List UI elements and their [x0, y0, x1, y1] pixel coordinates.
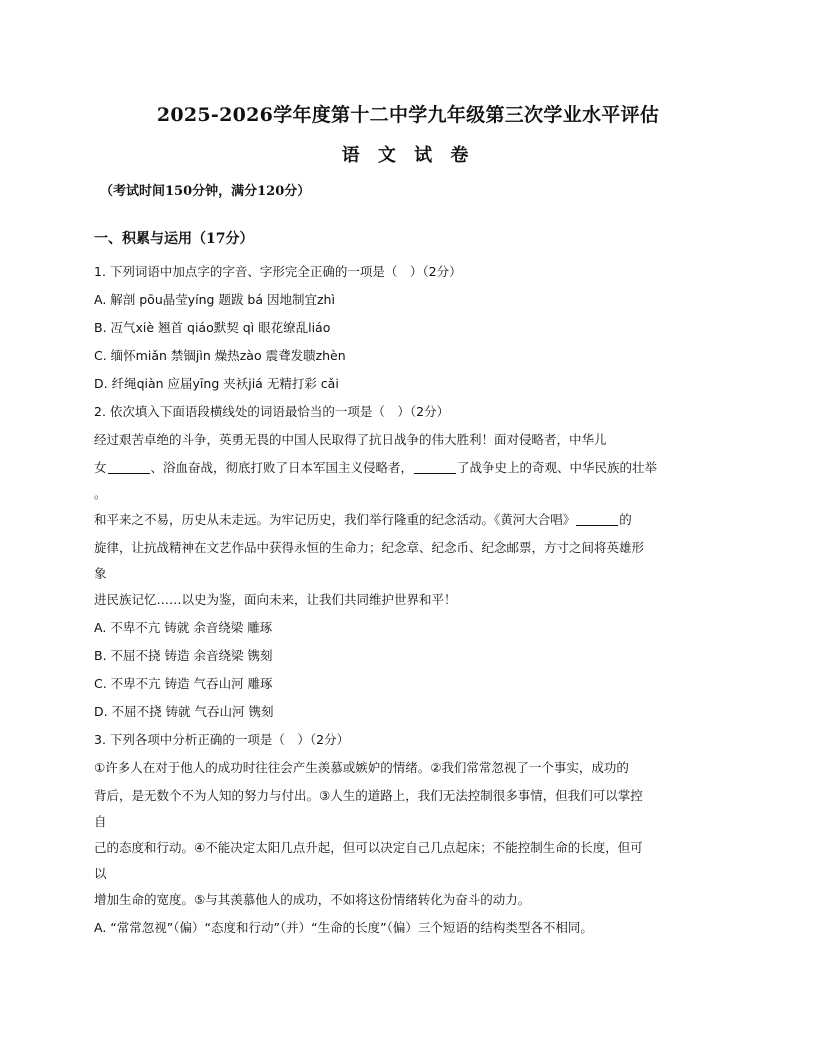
q2-text: 了战争史上的奇观、中华民族的壮举	[457, 460, 658, 475]
q2-option-c: C. 不卑不亢 铸造 气吞山河 雕琢	[94, 676, 273, 691]
q1-option-a: A. 解剖 pōu晶莹yíng 题跋 bá 因地制宜zhì	[94, 292, 335, 307]
q2-passage-line	[94, 506, 720, 534]
q2-passage-line: 。	[94, 486, 107, 501]
q1-option-b: B. 冱气xiè 翘首 qiáo默契 qì 眼花缭乱liáo	[94, 320, 331, 335]
q2-option-d: D. 不屈不挠 铸就 气吞山河 镌刻	[94, 704, 274, 719]
fill-blank	[576, 511, 618, 526]
q3-passage-line: 增加生命的宽度。⑤与其羡慕他人的成功，不如将这份情绪转化为奋斗的动力。	[94, 892, 531, 907]
q2-passage-line: 象	[94, 566, 107, 581]
q2-text: 女	[94, 460, 107, 475]
section-heading-1: 一、积累与运用（17分）	[94, 231, 254, 247]
q1-option-d: D. 纤绳qiàn 应届yīng 夹袄jiá 无精打彩 cǎi	[94, 376, 339, 391]
q3-stem: 3. 下列各项中分析正确的一项是（ ）（2分）	[94, 732, 350, 747]
q2-text: 、浴血奋战，彻底打败了日本军国主义侵略者，	[150, 460, 414, 475]
q2-text: 的	[619, 512, 632, 527]
q3-passage-line: 以	[94, 866, 107, 881]
q2-option-b: B. 不屈不挠 铸造 余音绕梁 镌刻	[94, 648, 273, 663]
fill-blank	[414, 459, 456, 474]
q3-passage-line: 己的态度和行动。④不能决定太阳几点升起，但可以决定自己几点起床；不能控制生命的长度，但可	[94, 840, 643, 855]
q3-passage-line: 背后，是无数个不为人知的努力与付出。③人生的道路上，我们无法控制很多事情，但我们可以掌控	[94, 788, 643, 803]
exam-title: 2025-2026学年度第十二中学九年级第三次学业水平评估	[156, 104, 660, 126]
q2-text: 和平来之不易，历史从未走远。为牢记历史，我们举行隆重的纪念活动。《黄河大合唱》	[94, 512, 576, 527]
q2-option-a: A. 不卑不亢 铸就 余音绕梁 雕琢	[94, 620, 273, 635]
q3-passage-line: 自	[94, 814, 107, 829]
q2-passage-line: 经过艰苦卓绝的斗争，英勇无畏的中国人民取得了抗日战争的伟大胜利！面对侵略者，中华儿	[94, 432, 607, 447]
q1-option-c: C. 缅怀miǎn 禁锢jìn 燥热zào 震聋发聩zhèn	[94, 348, 346, 363]
q3-passage-line: ①许多人在对于他人的成功时往往会产生羡慕或嫉妒的情绪。②我们常常忽视了一个事实，成功的	[94, 760, 629, 775]
exam-subtitle: 语 文 试 卷	[341, 145, 475, 166]
q2-stem: 2. 依次填入下面语段横线处的词语最恰当的一项是（ ）（2分）	[94, 404, 450, 419]
q2-passage-line: 旋律，让抗战精神在文艺作品中获得永恒的生命力；纪念章、纪念币、纪念邮票，方寸之间将英雄形	[94, 540, 645, 555]
exam-info: （考试时间150分钟，满分120分）	[100, 184, 311, 199]
question-content	[94, 258, 720, 942]
q2-passage-line: 进民族记忆……以史为鉴，面向未来，让我们共同维护世界和平！	[94, 592, 457, 607]
q2-passage-line	[94, 454, 720, 482]
fill-blank	[108, 459, 150, 474]
q3-option-a: A. “常常忽视”（偏）“态度和行动”（并）“生命的长度”（偏）三个短语的结构类型各不相同。	[94, 920, 593, 935]
q1-stem: 1. 下列词语中加点字的字音、字形完全正确的一项是（ ）（2分）	[94, 264, 462, 279]
